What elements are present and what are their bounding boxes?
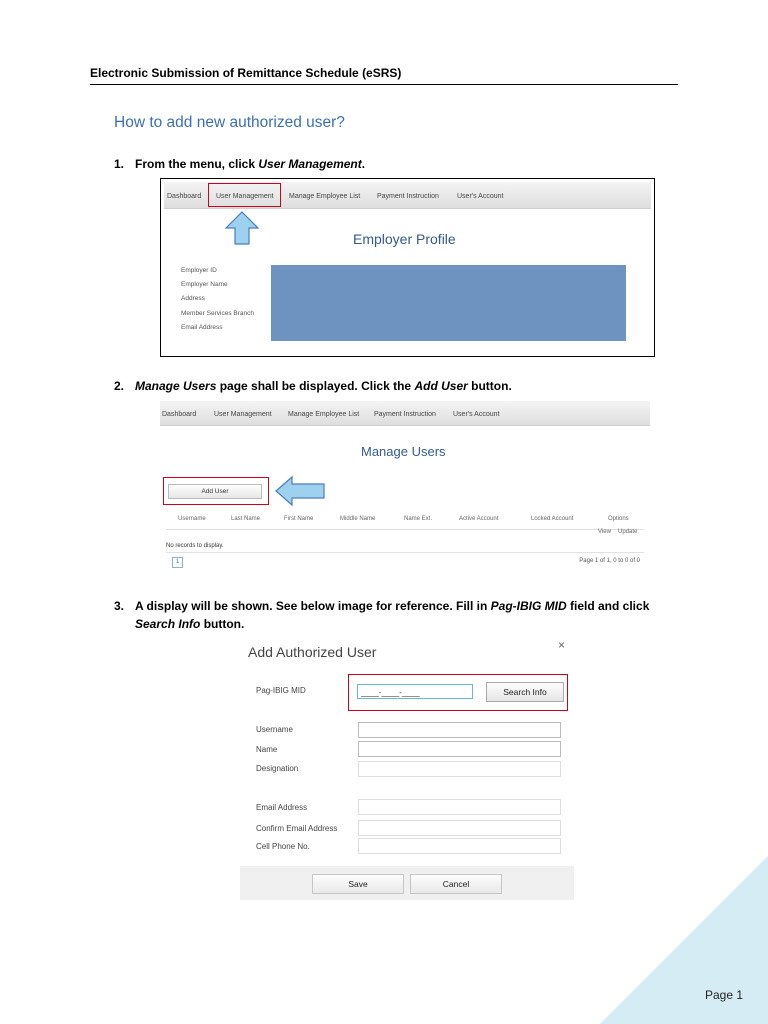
field-label-email-address: Email Address <box>181 324 223 331</box>
nav-item-dashboard[interactable]: Dashboard <box>162 411 197 418</box>
mid-label: Pag-IBIG MID <box>256 686 306 695</box>
step-text: From the menu, click User Management. <box>135 157 366 171</box>
column-header: Username <box>178 516 206 522</box>
page-number-button[interactable]: 1 <box>172 557 183 568</box>
save-button[interactable]: Save <box>312 874 404 894</box>
nav-item-manage-employee-list[interactable]: Manage Employee List <box>288 411 360 418</box>
username-label: Username <box>256 725 293 734</box>
cell-phone-field[interactable] <box>358 838 561 854</box>
section-heading: How to add new authorized user? <box>114 114 345 131</box>
column-header: Name Ext. <box>404 516 433 522</box>
page-title: Manage Users <box>361 444 446 459</box>
screenshot-manage-users <box>160 401 650 571</box>
highlight-box <box>208 183 281 207</box>
nav-item-payment-instruction[interactable]: Payment Instruction <box>377 193 439 200</box>
cancel-button[interactable]: Cancel <box>410 874 502 894</box>
nav-item-payment-instruction[interactable]: Payment Instruction <box>374 411 436 418</box>
pag-ibig-mid-input[interactable]: ____-____-____ <box>357 684 473 699</box>
table-header <box>166 511 644 530</box>
column-header: Active Account <box>459 516 499 522</box>
step-number: 3. <box>114 599 125 613</box>
field-label-employer-name: Employer Name <box>181 281 228 288</box>
email-field[interactable] <box>358 799 561 815</box>
column-header: Last Name <box>231 516 261 522</box>
cell-phone-label: Cell Phone No. <box>256 842 310 851</box>
highlight-box <box>163 477 269 505</box>
header-rule <box>90 84 678 85</box>
confirm-email-label: Confirm Email Address <box>256 824 338 833</box>
nav-item-dashboard[interactable]: Dashboard <box>167 193 202 200</box>
dialog-footer <box>240 866 574 900</box>
designation-field[interactable] <box>358 761 561 777</box>
field-label-address: Address <box>181 295 205 302</box>
step-number: 2. <box>114 379 125 393</box>
nav-item-user-management[interactable]: User Management <box>216 193 274 200</box>
dialog-title: Add Authorized User <box>248 644 377 660</box>
step-text: A display will be shown. See below image for reference. Fill in Pag-IBIG MID field and click Search Info button. <box>135 599 650 631</box>
pager <box>166 552 644 570</box>
step-text: Manage Users page shall be displayed. Click the Add User button. <box>135 379 512 393</box>
screenshot-add-authorized-user <box>240 636 574 900</box>
page-number: Page 1 <box>705 988 744 1002</box>
name-field[interactable] <box>358 741 561 757</box>
highlight-box <box>348 674 568 711</box>
redacted-block <box>271 265 626 341</box>
name-label: Name <box>256 745 278 754</box>
field-label-employer-id: Employer ID <box>181 267 217 274</box>
step-number: 1. <box>114 157 125 171</box>
search-info-button[interactable]: Search Info <box>486 682 564 702</box>
designation-label: Designation <box>256 764 299 773</box>
field-label-member-services-branch: Member Services Branch <box>181 310 254 317</box>
document-header: Electronic Submission of Remittance Schedule (eSRS) <box>90 66 402 80</box>
column-header: Locked Account <box>531 516 574 522</box>
nav-item-manage-employee-list[interactable]: Manage Employee List <box>289 193 361 200</box>
email-label: Email Address <box>256 803 308 812</box>
nav-item-user-management[interactable]: User Management <box>214 411 272 418</box>
confirm-email-field[interactable] <box>358 820 561 836</box>
pager-text: Page 1 of 1, 0 to 0 of 0 <box>579 558 640 564</box>
column-header: Middle Name <box>340 516 376 522</box>
column-header: Options <box>608 516 629 522</box>
nav-item-users-account[interactable]: User's Account <box>453 411 500 418</box>
column-header: First Name <box>284 516 314 522</box>
option-update[interactable]: Update <box>618 529 638 535</box>
arrow-left-icon <box>274 475 326 507</box>
close-icon[interactable]: × <box>558 638 566 652</box>
empty-message: No records to display. <box>166 543 224 549</box>
page-title: Employer Profile <box>353 231 456 247</box>
nav-item-users-account[interactable]: User's Account <box>457 193 504 200</box>
arrow-up-icon <box>224 210 260 246</box>
nav-bar <box>160 401 650 426</box>
screenshot-employer-profile <box>160 178 655 357</box>
option-view[interactable]: View <box>598 529 611 535</box>
username-field[interactable] <box>358 722 561 738</box>
add-user-button[interactable]: Add User <box>168 484 262 499</box>
